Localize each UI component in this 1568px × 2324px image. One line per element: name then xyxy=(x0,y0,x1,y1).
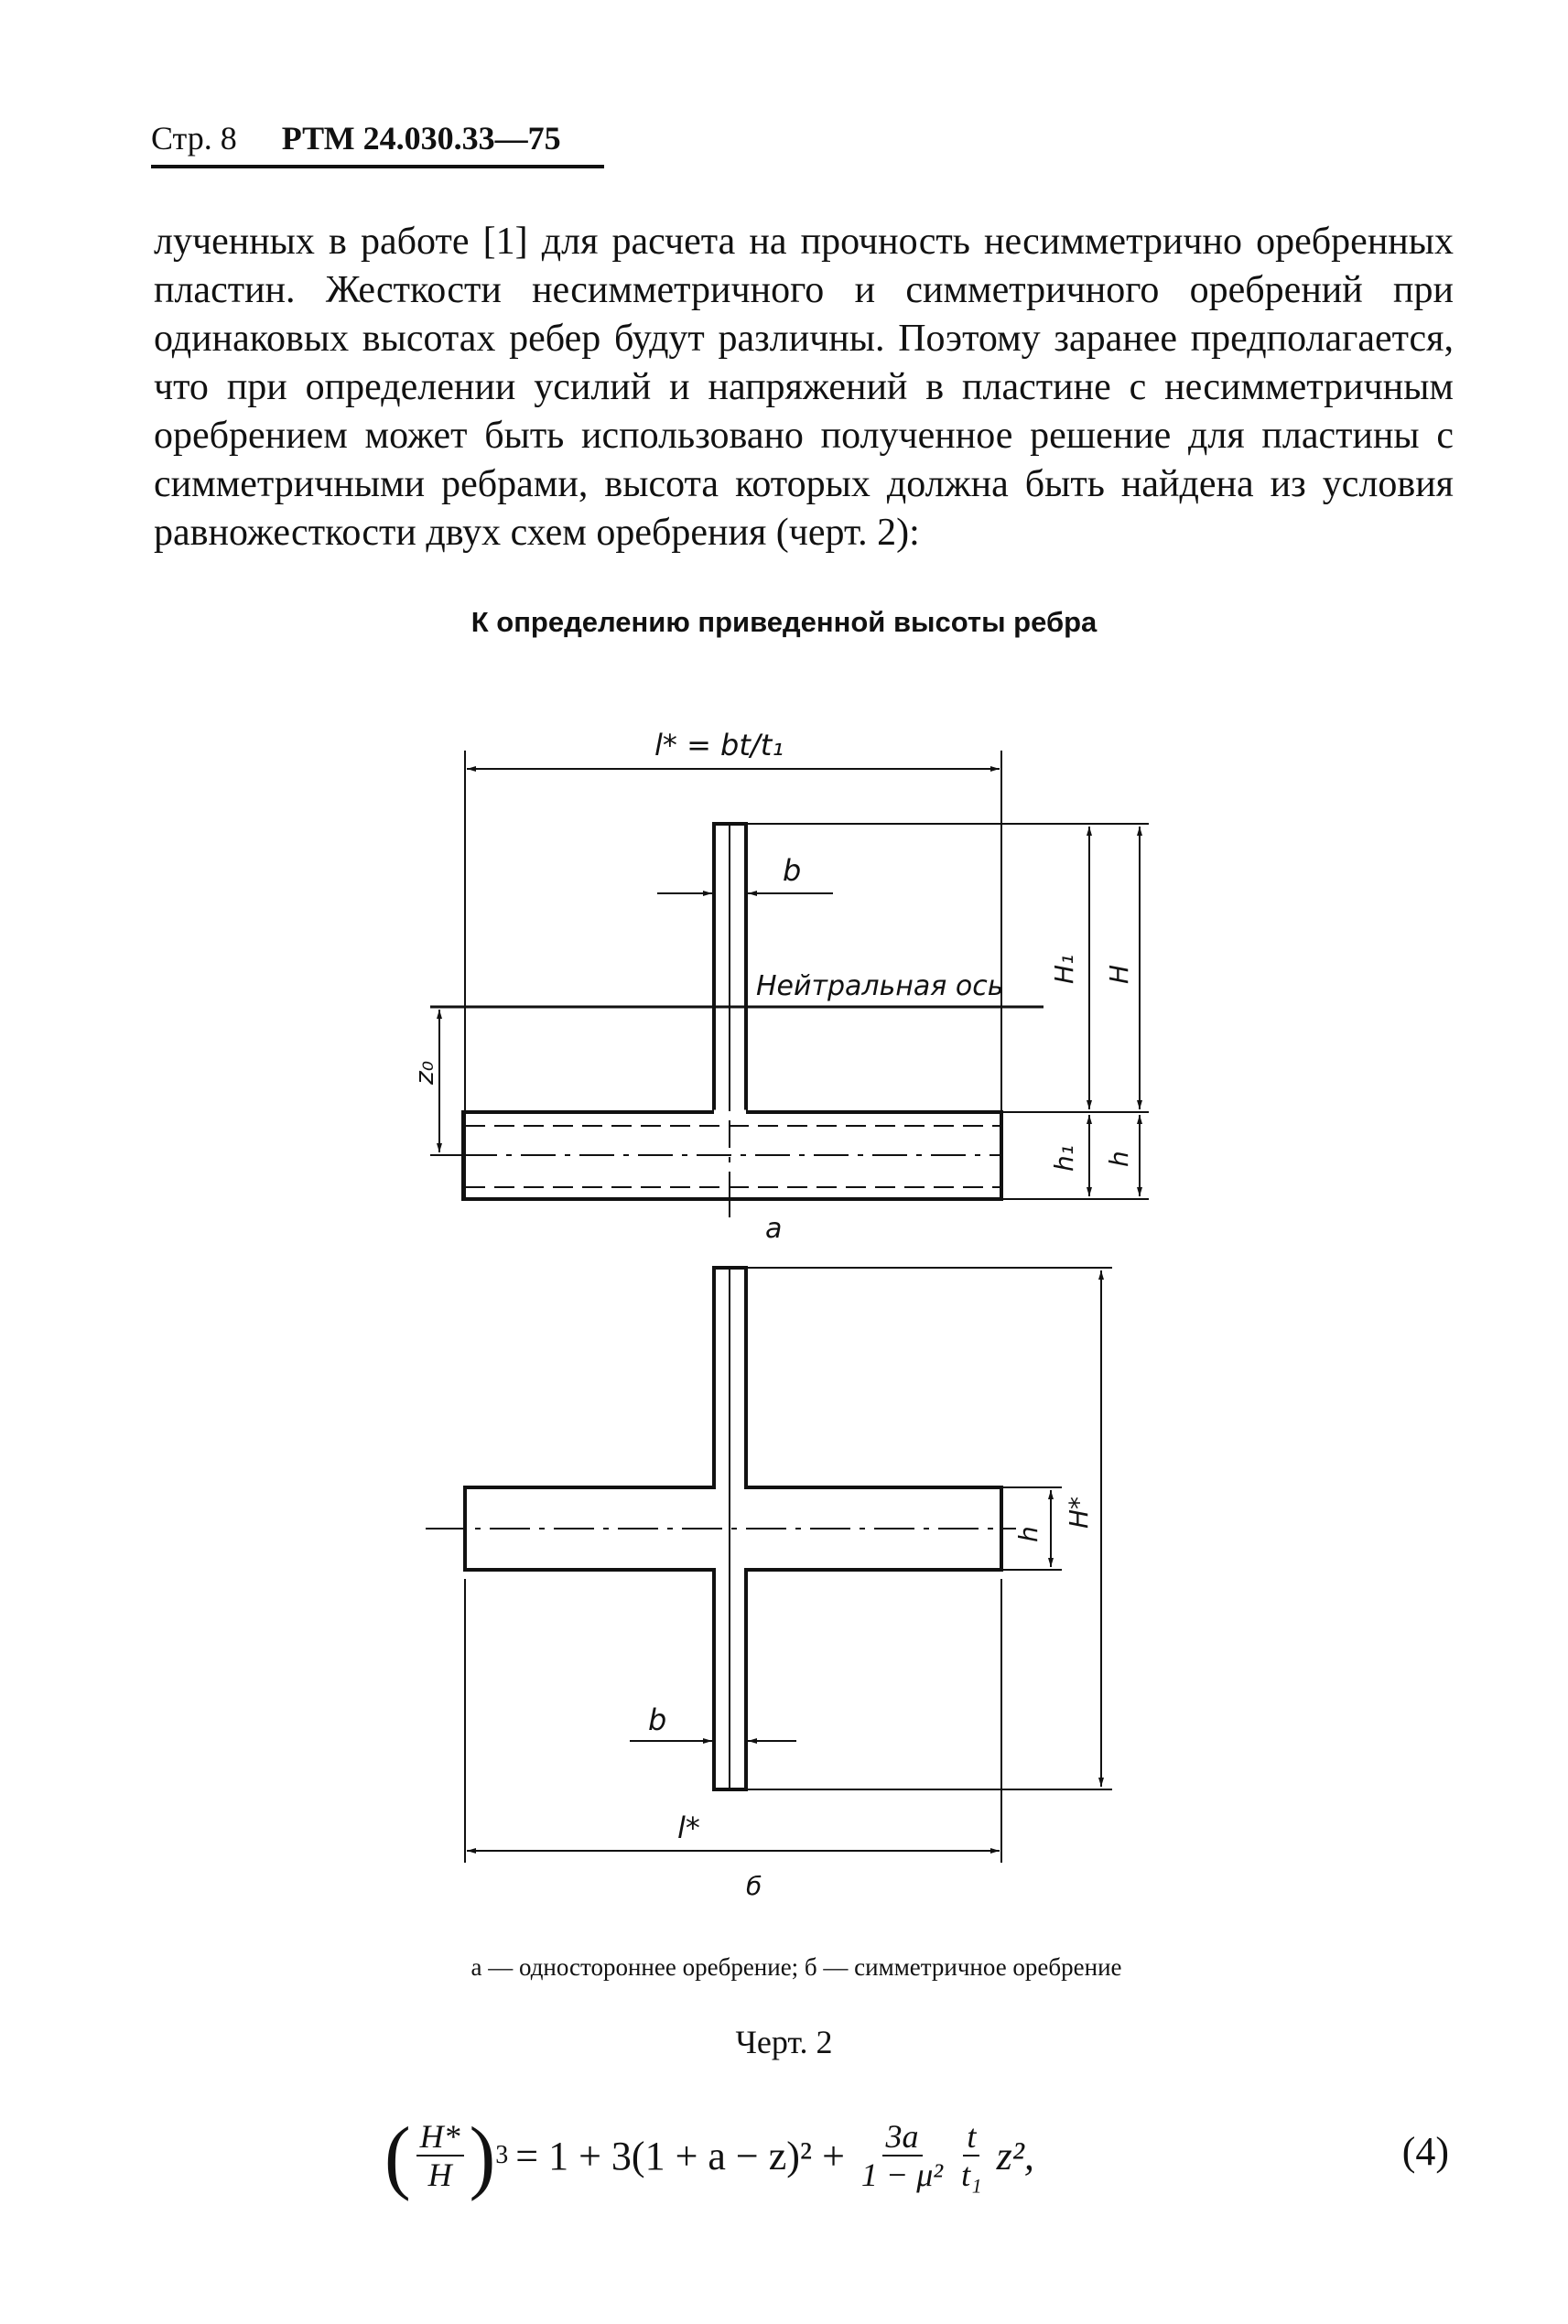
lhs-numerator: H* xyxy=(416,2118,464,2156)
h1-label: h₁ xyxy=(1049,1145,1079,1172)
figure-title: К определению приведенной высоты ребра xyxy=(470,606,1098,638)
lhs-denominator: H xyxy=(427,2156,452,2193)
Hstar-label: H* xyxy=(1064,1496,1094,1529)
fraction-3a-denominator: 1 − μ² xyxy=(860,2156,944,2193)
H-label: H xyxy=(1104,964,1134,984)
fraction-t-denominator: t₁ xyxy=(961,2156,982,2193)
diagram-symmetric xyxy=(426,1268,1112,1863)
formula-tail: z², xyxy=(996,2133,1034,2178)
z0-label: z₀ xyxy=(409,1061,439,1085)
subfigure-b-label: б xyxy=(746,1871,762,1901)
page-number: Стр. 8 xyxy=(151,120,237,157)
H1-label: H₁ xyxy=(1049,954,1079,984)
bottom-h-label: h xyxy=(1013,1526,1044,1542)
document-code: РТМ 24.030.33—75 xyxy=(281,120,561,157)
top-width-label: l* = bt/t₁ xyxy=(654,728,784,762)
lhs-fraction xyxy=(416,2118,464,2193)
fraction-3a xyxy=(858,2118,946,2193)
h-label: h xyxy=(1104,1151,1134,1167)
neutral-axis-label: Нейтральная ось xyxy=(756,970,1004,1002)
lhs-exponent: 3 xyxy=(495,2141,509,2169)
figure-caption: а — одностороннее оребрение; б — симметричное оребрение xyxy=(470,1953,1122,1981)
bottom-width-label: l* xyxy=(677,1811,700,1845)
fraction-t-numerator: t xyxy=(963,2118,979,2156)
figure-number: Черт. 2 xyxy=(735,2024,833,2060)
equation-number: (4) xyxy=(1401,2129,1449,2174)
rib-width-label: b xyxy=(783,853,802,888)
subfigure-a-label: а xyxy=(765,1213,783,1245)
body-paragraph: лученных в работе [1] для расчета на прочность несимметрично оребренных пластин. Жесткости несимметричного и симметричного оребрений при одинаковых высотах ребер будут различны. Поэтому заранее предполагается, что при определении усилий и напряжений в пластине с несимметричным оребрением может быть использовано полученное решение для пластины с симметричными ребрами, высота которых должна быть найдена из условия равножесткости двух схем оребрения (черт. 2): xyxy=(154,221,1454,554)
fraction-t xyxy=(957,2118,986,2193)
bottom-rib-width-label: b xyxy=(648,1702,667,1737)
formula-middle: = 1 + 3(1 + a − z)² + xyxy=(515,2133,845,2178)
formula-4: ( $\frac{H*}{H}$ ) 3 = 1 + 3(1 + a − z)² + $\frac{3a}{\text{1 − μ²}}$ $\frac{t}{\text{t₁}}$ z², xyxy=(384,2109,1034,2202)
fraction-3a-numerator: 3a xyxy=(882,2118,923,2156)
